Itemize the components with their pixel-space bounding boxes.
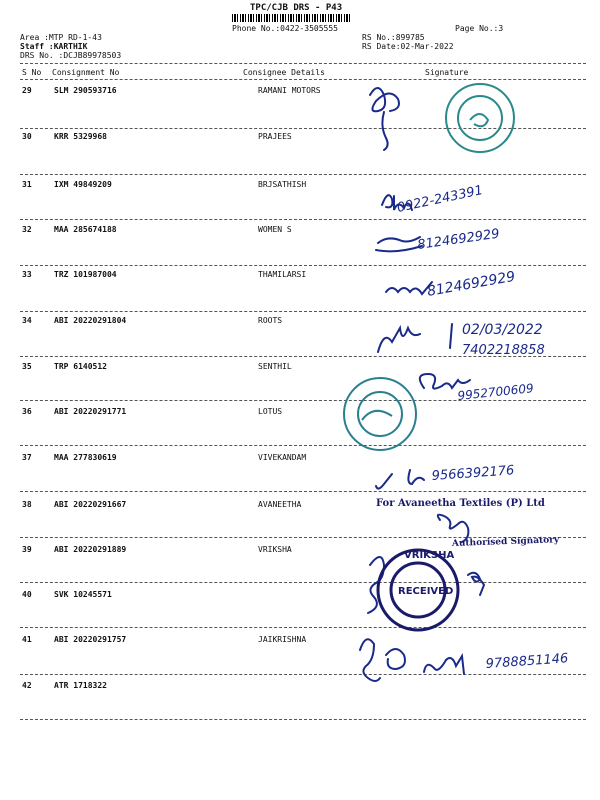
row-sno: 32 (22, 225, 32, 234)
signature-row-37 (376, 470, 424, 489)
handwritten-phone-34: 7402218858 (462, 343, 545, 358)
column-sno: S No (22, 68, 42, 77)
row-sno: 39 (22, 545, 32, 554)
row-sno: 36 (22, 407, 32, 416)
row-sno: 34 (22, 316, 32, 325)
rs-date: RS Date:02-Mar-2022 (362, 42, 454, 51)
row-sno: 30 (22, 132, 32, 141)
row-sno: 33 (22, 270, 32, 279)
column-consignment: Consignment No (52, 68, 120, 77)
drs-number: DRS No. :DCJB89978503 (20, 51, 122, 60)
row-consignment: KRR 5329968 (54, 132, 107, 141)
row-sno: 37 (22, 453, 32, 462)
column-signature: Signature (425, 68, 469, 77)
row-consignment: ABI 20220291804 (54, 316, 127, 325)
row-consignee: PRAJEES (258, 132, 292, 141)
row-consignment: SLM 290593716 (54, 86, 117, 95)
company-stamp-text: For Avaneetha Textiles (P) Ltd (376, 498, 545, 509)
document-title: TPC/CJB DRS - P43 (250, 3, 343, 13)
row-consignment: ABI 20220291771 (54, 407, 127, 416)
signature-row-32 (376, 237, 422, 251)
handwritten-phone-31: 0922-243391 (395, 183, 485, 216)
column-consignee: Consignee Details (243, 68, 325, 77)
row-consignment: ABI 20220291889 (54, 545, 127, 554)
page-number: Page No.:3 (455, 24, 504, 33)
staff-field: Staff :KARTHIK (20, 42, 88, 51)
handwritten-phone-41: 9788851146 (485, 651, 569, 672)
vriksha-round-stamp (378, 550, 458, 630)
handwritten-phone-37: 9566392176 (431, 463, 515, 484)
row-consignee: THAMILARSI (258, 270, 307, 279)
handwritten-phone-33: 8124692929 (425, 268, 517, 300)
row-sno: 29 (22, 86, 32, 95)
row-sno: 38 (22, 500, 32, 509)
row-consignment: ABI 20220291667 (54, 500, 127, 509)
row-sno: 41 (22, 635, 32, 644)
row-consignee: JAIKRISHNA (258, 635, 307, 644)
row-consignment: TRZ 101987004 (54, 270, 117, 279)
row-consignee: BRJSATHISH (258, 180, 307, 189)
row-sno: 31 (22, 180, 32, 189)
round-stamp-row-29 (446, 84, 514, 152)
row-consignee: LOTUS (258, 407, 283, 416)
handwritten-phone-32: 8124692929 (416, 226, 501, 253)
signature-row-34 (378, 324, 452, 352)
vriksha-stamp-label: VRIKSHA (404, 550, 455, 561)
row-consignment: TRP 6140512 (54, 362, 107, 371)
row-sno: 35 (22, 362, 32, 371)
row-consignment: IXM 49849209 (54, 180, 112, 189)
row-consignee: ROOTS (258, 316, 283, 325)
received-stamp-label: RECEIVED (398, 586, 454, 597)
row-consignee: AVANEETHA (258, 500, 302, 509)
row-consignment: MAA 277830619 (54, 453, 117, 462)
row-sno: 42 (22, 681, 32, 690)
row-sno: 40 (22, 590, 32, 599)
handwritten-date-34: 02/03/2022 (462, 322, 543, 338)
row-consignment: ATR 1718322 (54, 681, 107, 690)
row-consignee: RAMANI MOTORS (258, 86, 321, 95)
signature-row-35 (420, 374, 470, 389)
area-field: Area :MTP RD-1-43 (20, 33, 102, 42)
row-consignment: SVK 10245571 (54, 590, 112, 599)
row-consignee: VIVEKANDAM (258, 453, 307, 462)
signature-row-41 (360, 639, 464, 681)
rs-number: RS No.:899785 (362, 33, 425, 42)
signature-row-29 (370, 88, 399, 150)
row-consignee: WOMEN S (258, 225, 292, 234)
phone-number: Phone No.:0422-3505555 (232, 24, 338, 33)
row-consignee: VRIKSHA (258, 545, 292, 554)
row-consignment: MAA 285674188 (54, 225, 117, 234)
handwritten-phone-35: 9952700609 (456, 381, 535, 403)
row-consignee: SENTHIL (258, 362, 292, 371)
lotus-round-stamp (344, 378, 416, 450)
row-consignment: ABI 20220291757 (54, 635, 127, 644)
authorised-signatory-text: Authorised Signatory (451, 535, 560, 549)
